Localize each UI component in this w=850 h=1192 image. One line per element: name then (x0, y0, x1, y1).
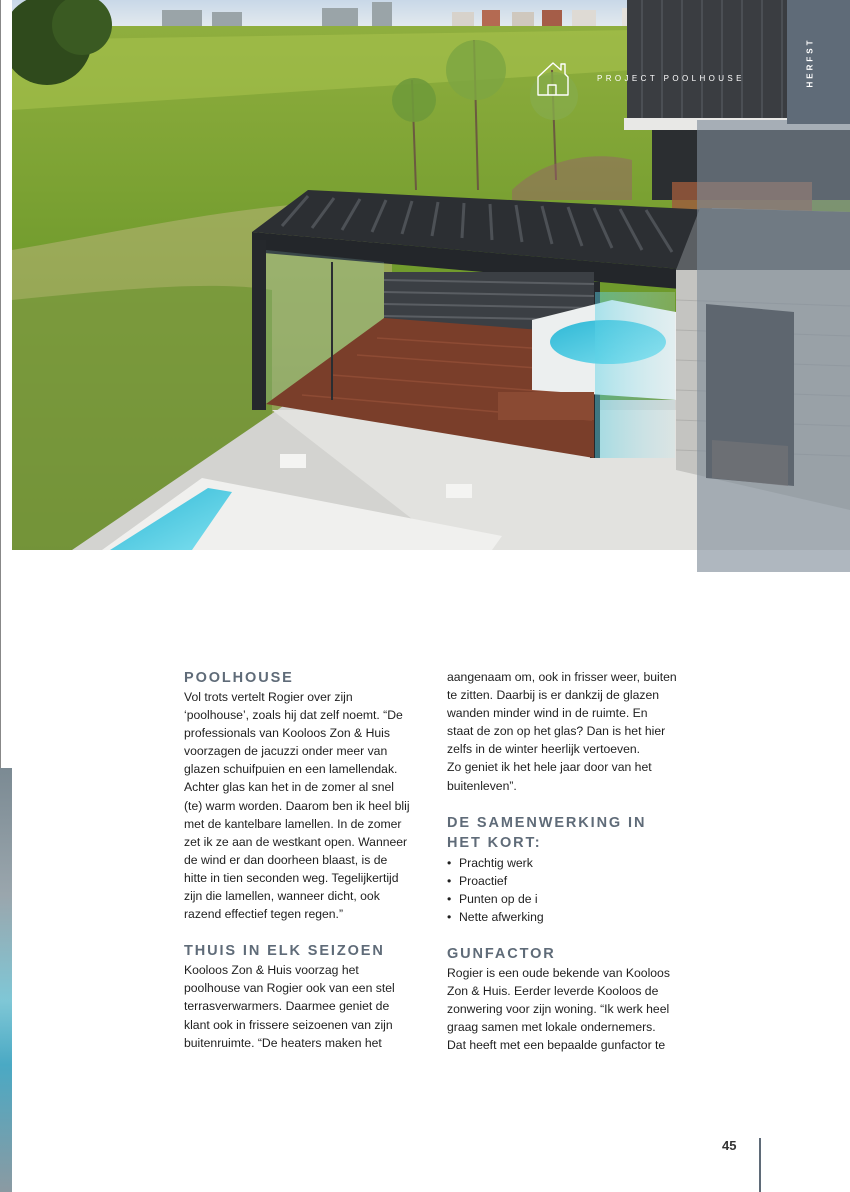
heading-samenwerking (447, 813, 669, 853)
text-line: zijn die lamellen, wanneer dicht, ook (184, 889, 380, 904)
text-line: glazen schuifpuien en een lamellendak. (184, 762, 398, 777)
text-line: Rogier is een oude bekende van Kooloos (447, 966, 670, 981)
heading-poolhouse: POOLHOUSE (184, 670, 294, 686)
text-line: zonwering voor zijn woning. “Ik werk heel (447, 1002, 670, 1017)
text-line: razend effectief tegen regen.” (184, 907, 343, 922)
text-line: wanden minder wind in de ruimte. En (447, 706, 648, 721)
house-outline-icon (535, 59, 571, 97)
text-line: hitte in tien seconden weg. Tegelijkertijd (184, 870, 399, 885)
text-line: voorzagen de jacuzzi onder meer van (184, 744, 388, 759)
heading-gunfactor: GUNFACTOR (447, 946, 556, 963)
text-line: Kooloos Zon & Huis voorzag het (184, 963, 359, 978)
page-number: 45 (722, 1138, 737, 1153)
season-tab (787, 0, 833, 124)
text-line: buitenleven”. (447, 778, 517, 793)
summary-list (447, 854, 669, 926)
adjacent-page-photo-edge (0, 768, 12, 1192)
text-line: Zo geniet ik het hele jaar door van het (447, 760, 652, 775)
text-line: terrasverwarmers. Daarmee geniet de (184, 999, 390, 1014)
heading-thuis-in-elk-seizoen: THUIS IN ELK SEIZOEN (184, 943, 385, 960)
list-item: • Nette afwerking (447, 908, 669, 926)
text-line: Vol trots vertelt Rogier over zijn (184, 690, 353, 704)
season-tab-label: HERFST (805, 37, 815, 87)
text-line: staat de zon op het glas? Dan is het hier (447, 724, 666, 739)
text-line: klant ook in frissere seizoenen van zijn (184, 1017, 393, 1032)
list-item: • Proactief (447, 872, 669, 890)
text-line: aangenaam om, ook in frisser weer, buiten (447, 670, 677, 684)
text-line: de wind er dan doorheen blaast, is de (184, 852, 388, 867)
text-line: (te) warm worden. Daarom ben ik heel blij (184, 798, 410, 813)
text-line: zelfs in de winter heerlijk vertoeven. (447, 742, 641, 757)
page-edge-rule (0, 0, 1, 770)
glass-wall-cyan (595, 292, 675, 458)
article-column-left (184, 668, 410, 1052)
text-line: te zitten. Daarbij is er dankzij de glazen (447, 688, 660, 703)
text-line: Achter glas kan het in de zomer al snel (184, 780, 395, 795)
heading-samenwerking-line1: DE SAMENWERKING IN (447, 814, 647, 831)
text-line: buitenruimte. “De heaters maken het (184, 1035, 382, 1050)
text-line: Dat heeft met een bepaalde gunfactor te (447, 1038, 666, 1053)
text-line: met de kantelbare lamellen. In de zomer (184, 816, 402, 831)
page-number-rule (759, 1138, 761, 1192)
slate-overlay-block (697, 120, 850, 572)
paragraph-thuis-in-elk-seizoen (184, 961, 406, 1051)
paragraph-gunfactor (447, 964, 669, 1054)
text-line: ‘poolhouse’, zoals hij dat zelf noemt. “De (184, 708, 403, 723)
text-line: graag samen met lokale ondernemers. (447, 1020, 656, 1035)
text-line: poolhouse van Rogier ook van een stel (184, 981, 395, 996)
text-line: zet ik ze aan de westkant open. Wanneer (184, 834, 408, 849)
text-line: professionals van Kooloos Zon & Huis (184, 726, 390, 741)
heading-samenwerking-line2: HET KORT: (447, 834, 542, 851)
paragraph-poolhouse (184, 688, 410, 923)
section-label: PROJECT POOLHOUSE (597, 73, 745, 83)
text-line: Zon & Huis. Eerder leverde Kooloos de (447, 984, 659, 999)
list-item: • Punten op de i (447, 890, 669, 908)
article-column-right (447, 668, 677, 1055)
paragraph-continued (447, 668, 677, 795)
section-tag (535, 58, 745, 98)
list-item: • Prachtig werk (447, 854, 669, 872)
